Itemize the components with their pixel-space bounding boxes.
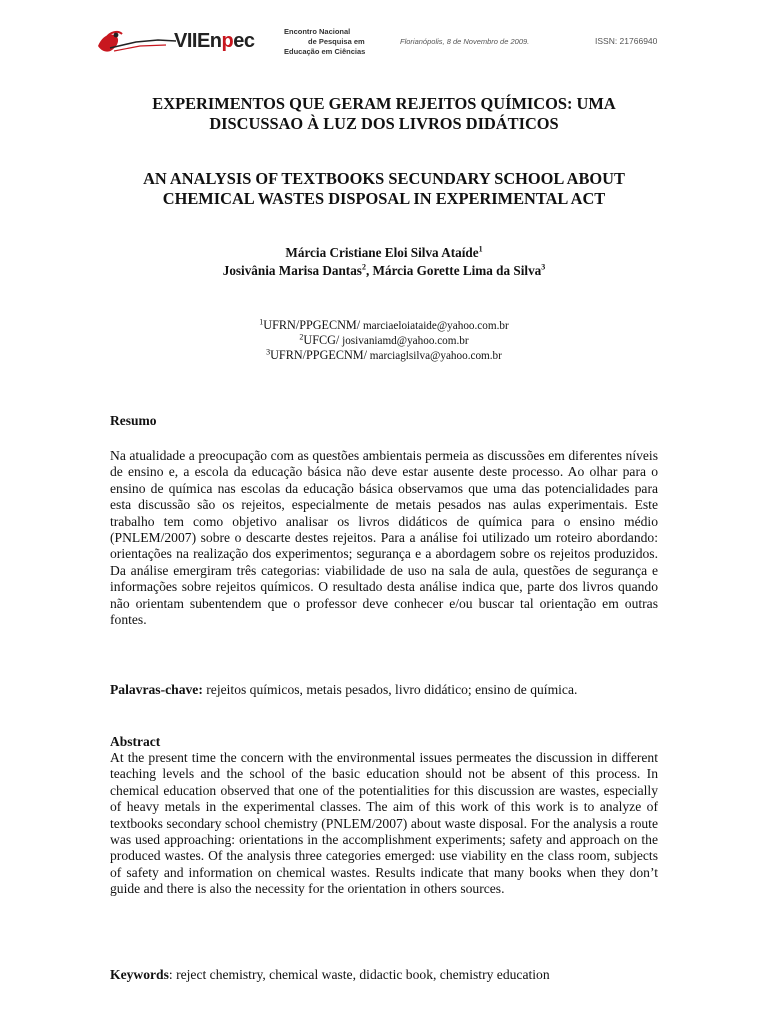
affiliations: [70, 318, 698, 363]
resumo-text: Na atualidade a preocupação com as questões ambientais permeia as discussões em diferentes níveis de ensino e, a escola da educação básica não deve estar ausente deste processo. Ao olhar para o ensino de química nas escolas da educação básica observamos que uma das potencialidades para esta discussão são os rejeitos, especialmente de metais pesados nas aulas experimentais. Este trabalho tem como objetivo analisar os livros didáticos de química para o ensino médio (PNLEM/2007) sobre o descarte destes rejeitos. Para a análise foi utilizado um roteiro abordando: orientações na realização dos experimentos; segurança e a abordagem sobre os rejeitos produzidos. Da análise emergiram três categorias: viabilidade de uso na sala de aula, questões de segurança e informações sobre rejeitos químicos. O resultado desta análise indica que, parte dos livros quando não orientam subentendem que o professor deve conhecer e/ou buscar tal orientação em outras fontes.: [110, 448, 658, 628]
issn-number: ISSN: 21766940: [595, 36, 658, 46]
title-english: AN ANALYSIS OF TEXTBOOKS SECUNDARY SCHOOL ABOUT CHEMICAL WASTES DISPOSAL IN EXPERIMENTAL ACT: [143, 169, 625, 208]
abstract-heading: Abstract: [110, 734, 161, 749]
title-portuguese: EXPERIMENTOS QUE GERAM REJEITOS QUÍMICOS: UMA DISCUSSAO À LUZ DOS LIVROS DIDÁTICOS: [152, 94, 616, 133]
resumo-heading: Resumo: [110, 413, 157, 428]
keywords: Keywords: reject chemistry, chemical waste, didactic book, chemistry education: [110, 967, 550, 982]
affiliation-line: $^2$UFCG/ josivaniamd@yahoo.com.br: [299, 332, 469, 347]
author-list: Márcia Cristiane Eloi Silva Ataíde$^1$ Josivânia Marisa Dantas$^2$, Márcia Gorette Lima da Silva$^3$: [222, 244, 546, 278]
abstract-text: At the present time the concern with the environmental issues permeates the discussion in different teaching levels and the school of the basic education should not be absent of this process. In chemical education observed that one of the potentialities for this discussion are wastes, especially of heavy metals in the experimental classes. The aim of this work of this work is to analyze of textbooks secondary school chemistry (PNLEM/2007) about waste disposal. For the analysis a route was used approaching: orientations in the accomplishment experiments; safety and approach on the produced wastes. Of the analysis three categories emerged: use viability en the class room, subjects of safety and information on chemical wastes. Results indicate that many books when they don’t guide and there is also the necessity for the orientation in others sources.: [110, 750, 658, 897]
author-name: Márcia Gorette Lima da Silva: [372, 263, 542, 278]
email-link[interactable]: marciaeloiataide@yahoo.com.br: [360, 320, 509, 332]
conference-date: Florianópolis, 8 de Novembro de 2009.: [400, 37, 530, 46]
palavras-chave: Palavras-chave: rejeitos químicos, metais pesados, livro didático; ensino de química.: [110, 682, 578, 697]
affiliation-line: $^3$UFRN/PPGECNM/ marciaglsilva@yahoo.com.br: [266, 347, 502, 362]
conference-header: [96, 24, 678, 60]
affiliation-line: $^1$UFRN/PPGECNM/ marciaeloiataide@yahoo.com.br: [259, 317, 509, 332]
author-name: Josivânia Marisa Dantas: [222, 263, 362, 278]
conference-logo-icon: [96, 24, 182, 60]
email-link[interactable]: josivaniamd@yahoo.com.br: [339, 335, 469, 347]
email-link[interactable]: marciaglsilva@yahoo.com.br: [366, 350, 502, 362]
conference-name: VIIEnpec: [174, 30, 255, 52]
author-name: Márcia Cristiane Eloi Silva Ataíde: [285, 245, 479, 260]
conference-event-name: Encontro Nacional de Pesquisa em Educação em Ciências: [284, 27, 366, 56]
